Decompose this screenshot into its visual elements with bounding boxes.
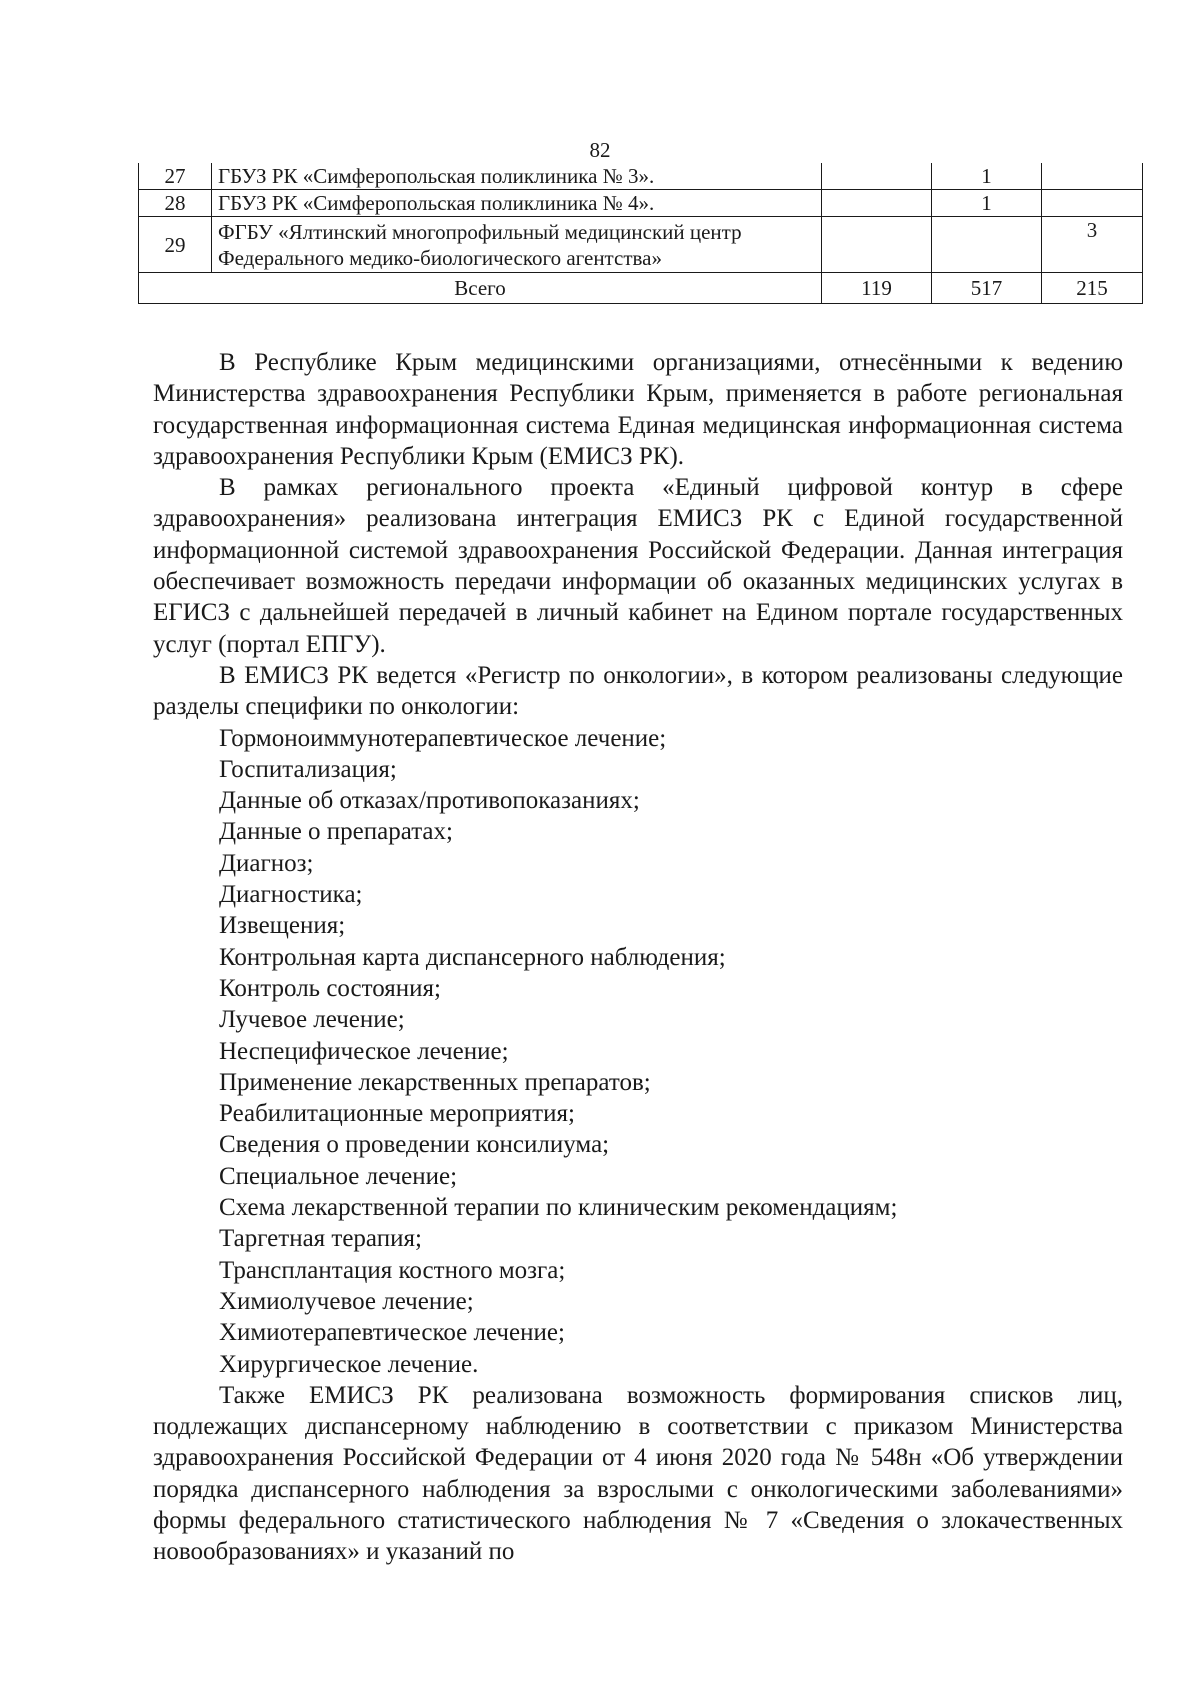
total-value: 517 — [932, 273, 1042, 304]
value-cell — [1042, 163, 1143, 190]
list-item: Химиолучевое лечение; — [219, 1287, 474, 1315]
row-number: 29 — [139, 217, 212, 273]
list-item: Контроль состояния; — [219, 974, 441, 1002]
document-body — [153, 347, 1123, 1568]
table-row — [139, 163, 1143, 190]
organizations-table — [138, 163, 1143, 304]
table-row — [139, 217, 1143, 273]
list-item: Неспецифическое лечение; — [219, 1037, 509, 1065]
paragraph-emisz: В Республике Крым медицинскими организациями, отнесёнными к ведению Министерства здравоохранения Республики Крым, применяется в работе региональная государственная информационная система Единая медицинская информационная система здравоохранения Республики Крым (ЕМИСЗ РК). — [153, 349, 1123, 470]
oncology-sections-list — [153, 723, 1123, 1380]
organization-name: ГБУЗ РК «Симферопольская поликлиника № 4». — [212, 190, 822, 217]
value-cell: 1 — [932, 163, 1042, 190]
value-cell — [932, 217, 1042, 273]
list-item: Химиотерапевтическое лечение; — [219, 1319, 565, 1347]
paragraph-integration: В рамках регионального проекта «Единый цифровой контур в сфере здравоохранения» реализована интеграция ЕМИСЗ РК с Единой государственной информационной системой здравоохранения Российской Федерации. Данная интеграция обеспечивает возможность передачи информации об оказанных медицинских услугах в ЕГИСЗ с дальнейшей передачей в личный кабинет на Едином портале государственных услуг (портал ЕПГУ). — [153, 474, 1123, 658]
value-cell — [822, 163, 932, 190]
list-item: Контрольная карта диспансерного наблюдения; — [219, 943, 726, 971]
paragraph-oncology-register: В ЕМИСЗ РК ведется «Регистр по онкологии», в котором реализованы следующие разделы специфики по онкологии: — [153, 661, 1123, 721]
value-cell — [822, 217, 932, 273]
value-cell: 1 — [932, 190, 1042, 217]
list-item: Данные о препаратах; — [219, 818, 453, 846]
list-item: Лучевое лечение; — [219, 1006, 405, 1034]
list-item: Реабилитационные мероприятия; — [219, 1100, 575, 1128]
total-value: 119 — [822, 273, 932, 304]
list-item: Диагностика; — [219, 881, 363, 909]
list-item: Извещения; — [219, 912, 346, 940]
row-number: 27 — [139, 163, 212, 190]
list-item: Специальное лечение; — [219, 1162, 458, 1190]
list-item: Применение лекарственных препаратов; — [219, 1068, 651, 1096]
organization-name: ГБУЗ РК «Симферопольская поликлиника № 3». — [212, 163, 822, 190]
table-row — [139, 190, 1143, 217]
value-cell — [822, 190, 932, 217]
value-cell: 3 — [1042, 217, 1143, 273]
list-item: Данные об отказах/противопоказаниях; — [219, 787, 640, 815]
row-number: 28 — [139, 190, 212, 217]
list-item: Таргетная терапия; — [219, 1225, 422, 1253]
list-item: Трансплантация костного мозга; — [219, 1256, 566, 1284]
page-number: 82 — [589, 138, 611, 162]
paragraph-dispensary-lists: Также ЕМИСЗ РК реализована возможность формирования списков лиц, подлежащих диспансерному наблюдению в соответствии с приказом Министерства здравоохранения Российской Федерации от 4 июня 2020 года № 548н «Об утверждении порядка диспансерного наблюдения за взрослыми с онкологическими заболеваниями» формы федерального статистического наблюдения № 7 «Сведения о злокачественных новообразованиях» и указаний по — [153, 1381, 1123, 1566]
list-item: Сведения о проведении консилиума; — [219, 1131, 610, 1159]
total-value: 215 — [1042, 273, 1143, 304]
list-item: Хирургическое лечение. — [219, 1350, 479, 1378]
organization-name: ФГБУ «Ялтинский многопрофильный медицинский центр Федерального медико-биологического агентства» — [212, 217, 822, 273]
list-item: Схема лекарственной терапии по клиническим рекомендациям; — [219, 1194, 898, 1222]
total-label: Всего — [139, 273, 822, 304]
list-item: Госпитализация; — [219, 755, 397, 783]
list-item: Диагноз; — [219, 849, 314, 877]
table-total-row — [139, 273, 1143, 304]
list-item: Гормоноиммунотерапевтическое лечение; — [219, 724, 667, 752]
value-cell — [1042, 190, 1143, 217]
